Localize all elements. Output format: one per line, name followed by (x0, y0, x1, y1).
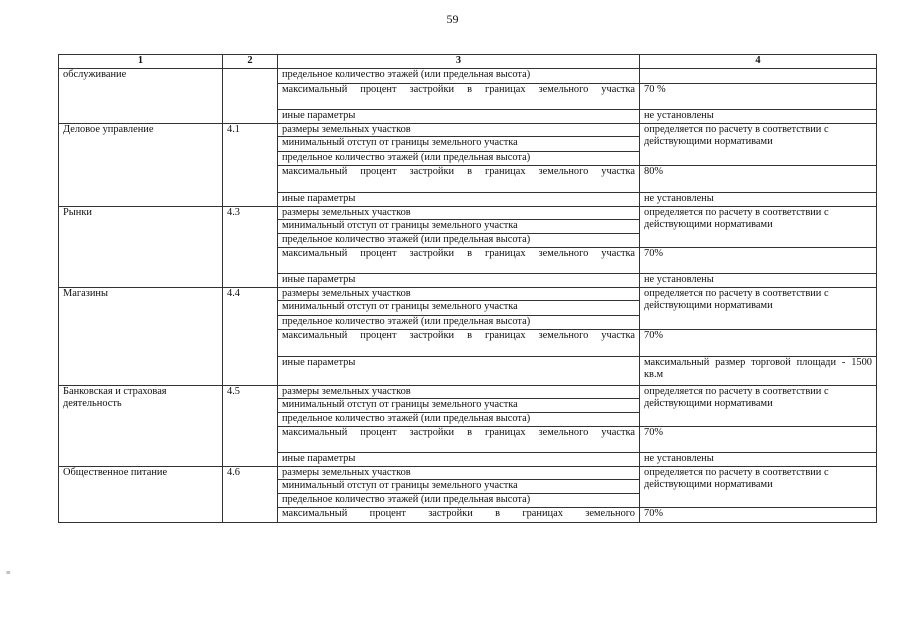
parameter-cell: предельное количество этажей (или предельная высота) (278, 69, 640, 84)
parameter-cell: минимальный отступ от границы земельного участка (278, 301, 640, 316)
column-header: 1 (59, 55, 223, 69)
table-row (59, 467, 877, 480)
parameter-cell: минимальный отступ от границы земельного участка (278, 220, 640, 234)
value-cell: 80% (640, 166, 877, 193)
value-cell: определяется по расчету в соответствии с действующими нормативами (640, 386, 877, 427)
table-row (59, 69, 877, 84)
value-cell: определяется по расчету в соответствии с действующими нормативами (640, 288, 877, 330)
land-use-cell: обслуживание (59, 69, 223, 124)
land-use-cell: Общественное питание (59, 467, 223, 523)
page-number: 59 (446, 12, 459, 26)
value-cell: 70 % (640, 84, 877, 110)
column-header: 3 (278, 55, 640, 69)
parameter-cell: максимальный процент застройки в границах земельного участка (278, 84, 640, 110)
value-cell: 70% (640, 330, 877, 357)
parameter-cell: размеры земельных участков (278, 207, 640, 220)
value-cell: не установлены (640, 110, 877, 124)
parameter-cell: предельное количество этажей (или предельная высота) (278, 413, 640, 427)
code-cell: 4.4 (223, 288, 278, 386)
parameter-cell: минимальный отступ от границы земельного участка (278, 399, 640, 413)
code-cell (223, 69, 278, 124)
value-cell: 70% (640, 248, 877, 274)
value-cell (640, 69, 877, 84)
code-cell: 4.6 (223, 467, 278, 523)
land-use-cell: Магазины (59, 288, 223, 386)
parameter-cell: иные параметры (278, 453, 640, 467)
value-cell: не установлены (640, 453, 877, 467)
value-cell: 70% (640, 427, 877, 453)
parameter-cell: максимальный процент застройки в границах земельного участка (278, 166, 640, 193)
header-row (59, 55, 877, 69)
parameter-cell: максимальный процент застройки в границах земельного участка (278, 248, 640, 274)
parameter-cell: размеры земельных участков (278, 288, 640, 301)
value-cell: максимальный размер торговой площади - 1500 кв.м (640, 357, 877, 386)
parameter-cell: размеры земельных участков (278, 386, 640, 399)
code-cell: 4.5 (223, 386, 278, 467)
code-cell: 4.3 (223, 207, 278, 288)
parameter-cell: предельное количество этажей (или предельная высота) (278, 234, 640, 248)
parameter-cell: минимальный отступ от границы земельного участка (278, 137, 640, 152)
land-use-cell: Банковская и страховая деятельность (59, 386, 223, 467)
value-cell: не установлены (640, 193, 877, 207)
parameter-cell: предельное количество этажей (или предельная высота) (278, 494, 640, 508)
land-use-cell: Рынки (59, 207, 223, 288)
regulations-table (58, 54, 877, 523)
column-header: 2 (223, 55, 278, 69)
parameter-cell: минимальный отступ от границы земельного участка (278, 480, 640, 494)
margin-mark-icon: ≡ (6, 568, 11, 577)
parameter-cell: максимальный процент застройки в границах земельного участка (278, 427, 640, 453)
value-cell: определяется по расчету в соответствии с действующими нормативами (640, 124, 877, 166)
value-cell: определяется по расчету в соответствии с действующими нормативами (640, 467, 877, 508)
value-cell: 70% (640, 508, 877, 523)
parameter-cell: предельное количество этажей (или предельная высота) (278, 152, 640, 166)
value-cell: определяется по расчету в соответствии с действующими нормативами (640, 207, 877, 248)
parameter-cell: иные параметры (278, 274, 640, 288)
table-row (59, 124, 877, 137)
parameter-cell: предельное количество этажей (или предельная высота) (278, 316, 640, 330)
table-row (59, 288, 877, 301)
column-header: 4 (640, 55, 877, 69)
parameter-cell: максимальный процент застройки в границах земельного (278, 508, 640, 523)
parameter-cell: размеры земельных участков (278, 467, 640, 480)
table-row (59, 386, 877, 399)
code-cell: 4.1 (223, 124, 278, 207)
land-use-cell: Деловое управление (59, 124, 223, 207)
table-row (59, 207, 877, 220)
parameter-cell: иные параметры (278, 357, 640, 386)
parameter-cell: иные параметры (278, 193, 640, 207)
parameter-cell: размеры земельных участков (278, 124, 640, 137)
parameter-cell: максимальный процент застройки в границах земельного участка (278, 330, 640, 357)
value-cell: не установлены (640, 274, 877, 288)
parameter-cell: иные параметры (278, 110, 640, 124)
